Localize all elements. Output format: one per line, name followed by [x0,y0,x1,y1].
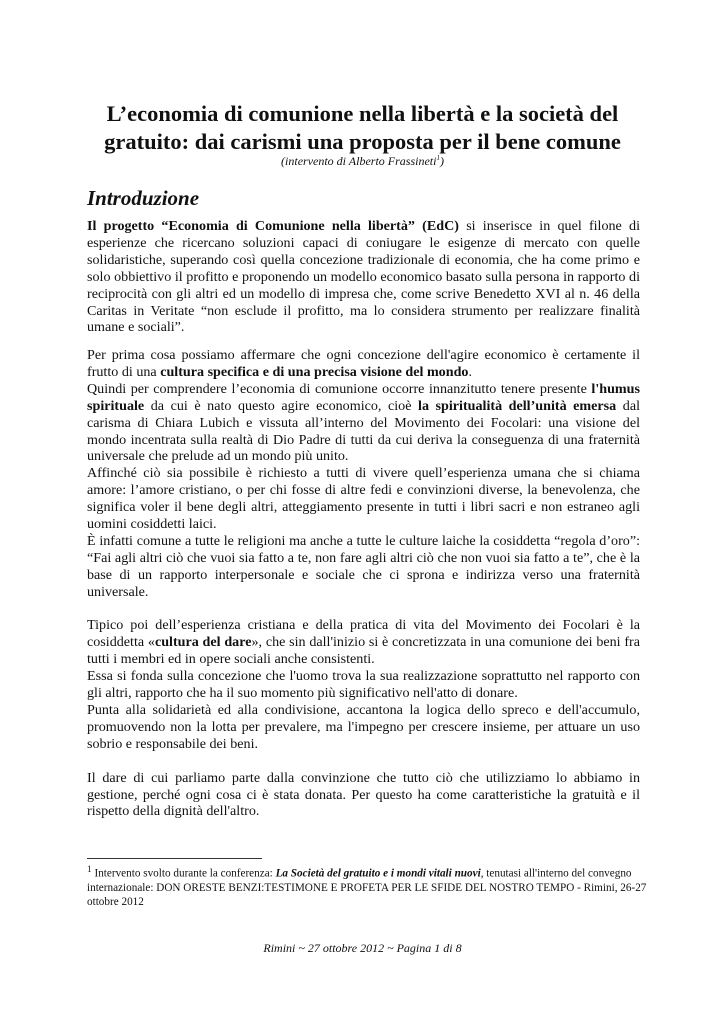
paragraph-3-text-1: Quindi per comprendere l’economia di comunione occorre innanzitutto tenere presente [87,380,592,397]
paragraph-2-bold: cultura specifica e di una precisa visione del mondo [160,363,469,380]
footnote-emphasis: La Società del gratuito e i mondi vitali nuovi [275,867,481,880]
paragraph-7: Essa si fonda sulla concezione che l'uomo trova la sua realizzazione soprattutto nel rapporto con gli altri, rapporto che ha il suo momento più significativo nell'atto di donare. [87,668,640,702]
paragraph-2-end: . [468,363,472,380]
footnote-text-1: Intervento svolto durante la conferenza: [91,867,276,880]
intro-block [87,218,640,336]
main-block [87,347,640,820]
paragraph-6-bold: cultura del dare [154,634,252,651]
footnote-divider [87,858,262,859]
title-line-2: gratuito: dai carismi una proposta per il bene comune [104,129,621,154]
paragraph-1-bold: Il progetto “Economia di Comunione nella libertà” (EdC) [87,218,459,234]
paragraph-3-text-3: dal carisma di Chiara Lubich e vissuta all’interno del Movimento dei Focolari: una visione del mondo incentrata sulla realtà di Dio Padre di tutti da cui deriva la conseguenza di una fraternità universale che prelude ad un mondo più unito. [87,397,640,465]
footnote-ref[interactable]: 1 [436,154,440,162]
paragraph-3-text-2: da cui è nato questo agire economico, cioè [144,397,419,414]
spacer [87,753,640,770]
footnote-text-2: , tenutasi all'interno del convegno internazionale: DON ORESTE BENZI:TESTIMONE E PROFETA PER LE SFIDE DEL NOSTRO TEMPO - Rimini, 26-27 ottobre 2012 [87,867,647,909]
title-line-1: L’economia di comunione nella libertà e la società del [106,101,619,126]
footnote [87,863,647,909]
document-title [70,100,655,156]
paragraph-6 [87,617,640,668]
subtitle-text: (intervento di Alberto Frassineti [281,154,437,168]
paragraph-3 [87,381,640,466]
paragraph-1-text: si inserisce in quel filone di esperienze che ricercano soluzioni capaci di coniugare le esigenze di mercato con quelle solidaristiche, superando così quella concezione tradizionale di economia, che ha come primo e solo obbiettivo il profitto e proponendo un modello economico basato sulla persona in rapporto di reciprocità con gli altri ed un modello di impresa che, come scrive Benedetto XVI al n. 46 della Caritas in Veritate “non esclude il profitto, ma lo considera strumento per realizzare finalità umane e sociali”. [87,218,640,336]
paragraph-4: Affinché ciò sia possibile è richiesto a tutti di vivere quell’esperienza umana che si chiama amore: l’amore cristiano, o per chi fosse di altre fedi e convinzioni diverse, la benevolenza, che significa voler il bene degli altri, atteggiamento presente in tutti i libri sacri e non estraneo agli uomini cosiddetti laici. [87,465,640,533]
paragraph-2-text: Per prima cosa possiamo affermare che ogni concezione dell'agire economico è certamente il frutto di una [87,347,640,380]
spacer [87,601,640,618]
paragraph-3-bold-1: l'humus spirituale [87,380,640,414]
paragraph-8: Punta alla solidarietà ed alla condivisione, accantona la logica dello spreco e dell'accumulo, promuovendo non la lotta per prevalere, ma l'impegno per crescere insieme, per attuare un uso sobrio e responsabile dei beni. [87,702,640,752]
subtitle-close: ) [439,154,444,168]
paragraph-5: È infatti comune a tutte le religioni ma anche a tutte le culture laiche la cosiddetta “regola d’oro”: “Fai agli altri ciò che vuoi sia fatto a te, non fare agli altri ciò che non vuoi sia fatto a te”, che è la base di un rapporto interpersonale e sociale che ci sprona e indirizza verso una fraternità universale. [87,532,640,600]
section-heading: Introduzione [87,186,200,210]
paragraph-6-text-2: », che sin dall'inizio si è concretizzata in una comunione dei beni fra tutti i membri ed in opere sociali anche consistenti. [87,634,640,668]
paragraph-3-bold-2: la spiritualità dell’unità emersa [418,397,617,414]
paragraph-9: Il dare di cui parliamo parte dalla convinzione che tutto ciò che utilizziamo lo abbiamo in gestione, perché ogni cosa ci è stata donata. Per questo ha come caratteristiche la gratuità e il rispetto della dignità dell'altro. [87,769,640,820]
paragraph-2 [87,347,640,381]
paragraph-1 [87,218,640,336]
page-footer: Rimini ~ 27 ottobre 2012 ~ Pagina 1 di 8 [263,941,462,955]
document-subtitle [70,154,655,169]
footnote-marker: 1 [87,865,92,875]
paragraph-6-text-1: Tipico poi dell’esperienza cristiana e della pratica di vita del Movimento dei Focolari è la cosiddetta « [87,617,640,651]
